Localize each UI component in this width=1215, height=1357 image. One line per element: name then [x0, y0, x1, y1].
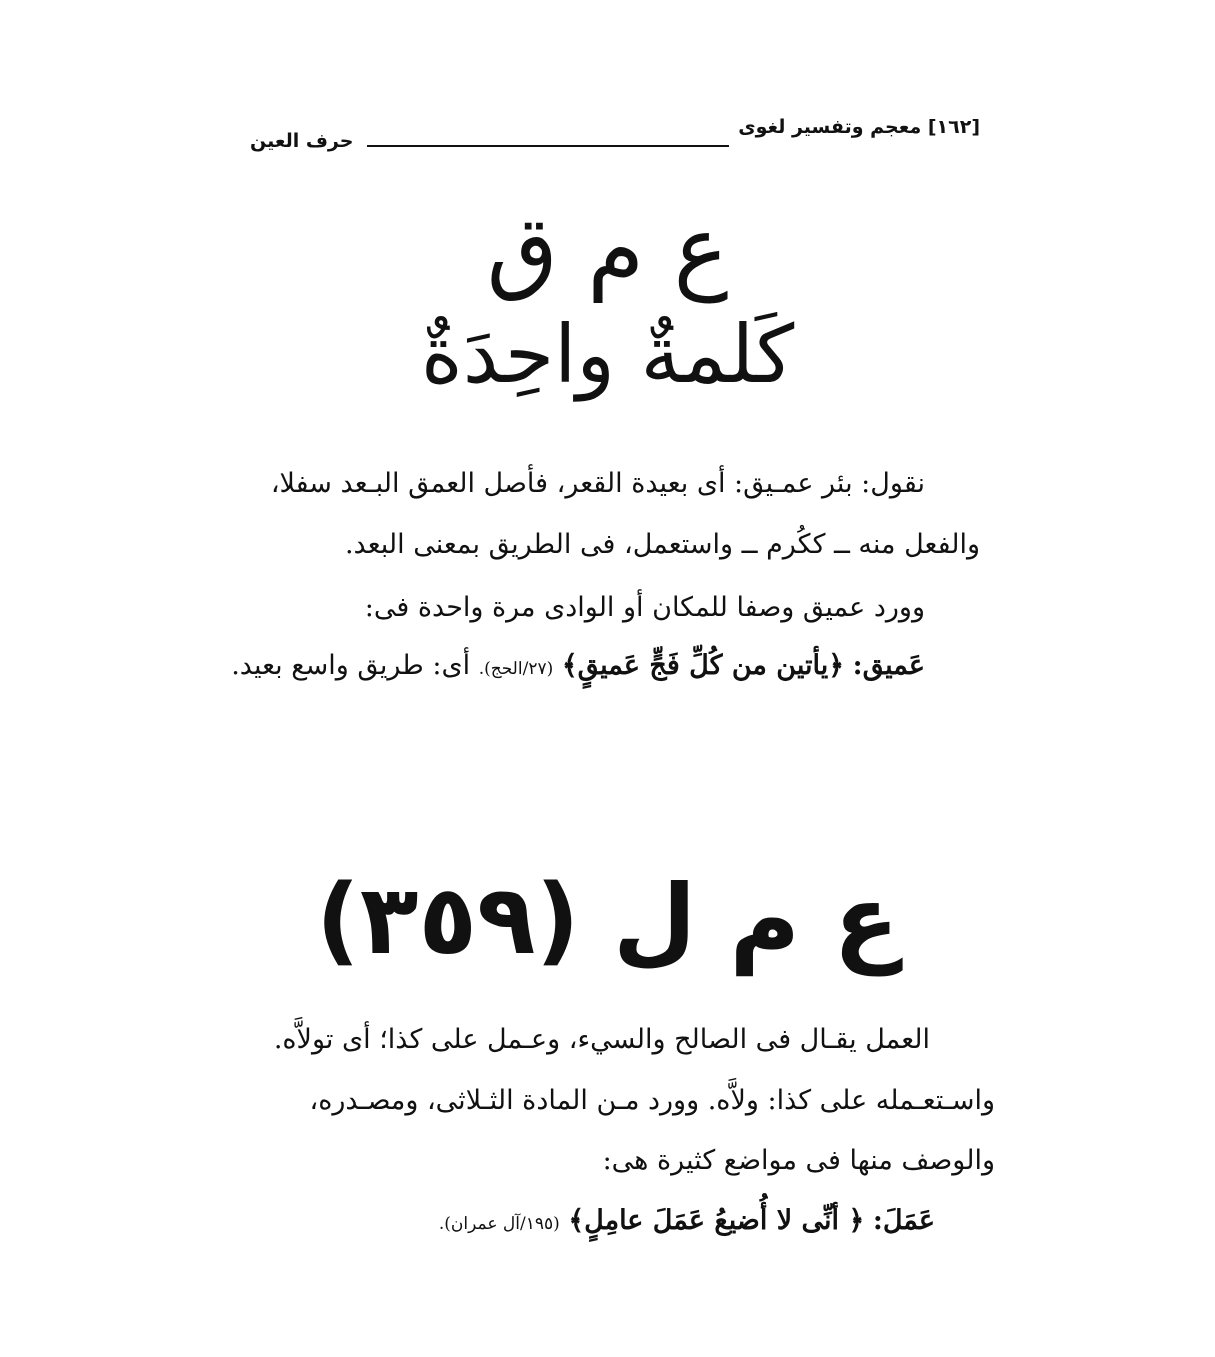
entry1-gloss: أى: طريق واسع بعيد.: [231, 650, 471, 681]
entry1-subtitle: كَلمةٌ واحِدَةٌ: [420, 308, 795, 401]
entry2-quran-quote: ﴿ أنِّى لا أُضيعُ عَمَلَ عامِلٍ﴾: [568, 1205, 865, 1236]
entry1-line-3: وورد عميق وصفا للمكان أو الوادى مرة واحدة فى:: [364, 592, 925, 623]
running-header-section: حرف العين: [250, 130, 354, 152]
entry1-quran-quote: ﴿يأتين من كُلِّ فَجٍّ عَميقٍ﴾: [561, 650, 845, 681]
running-header-title: [١٦٢] معجم وتفسير لغوى: [738, 116, 980, 138]
entry2-example-word: عَمَلَ:: [872, 1205, 935, 1236]
entry2-quran-reference: (١٩٥/آل عمران).: [438, 1214, 560, 1234]
entry1-line-1: نقول: بئر عمـيق: أى بعيدة القعر، فأصل العمق البـعد سفلا،: [270, 468, 925, 499]
entry2-example: [439, 1203, 935, 1242]
header-rule: [367, 145, 729, 147]
entry2-root-heading: ع م ل (٣٥٩): [315, 864, 900, 976]
entry2-line-1: العمل يقـال فى الصالح والسيء، وعـمل على كذا؛ أى تولاَّه.: [273, 1024, 930, 1055]
entry1-example: [231, 648, 925, 687]
entry2-line-2: واسـتعـمله على كذا: ولاَّه. وورد مـن المادة الثـلاثى، ومصـدره،: [309, 1085, 995, 1116]
entry1-example-word: عَميق:: [852, 650, 925, 681]
entry1-root-heading: ع م ق: [486, 196, 729, 303]
entry1-quran-reference: (٢٧/الحج).: [478, 659, 554, 679]
entry2-line-3: والوصف منها فى مواضع كثيرة هى:: [602, 1145, 995, 1176]
entry1-line-2: والفعل منه ــ ككُرم ــ واستعمل، فى الطريق بمعنى البعد.: [344, 529, 980, 560]
